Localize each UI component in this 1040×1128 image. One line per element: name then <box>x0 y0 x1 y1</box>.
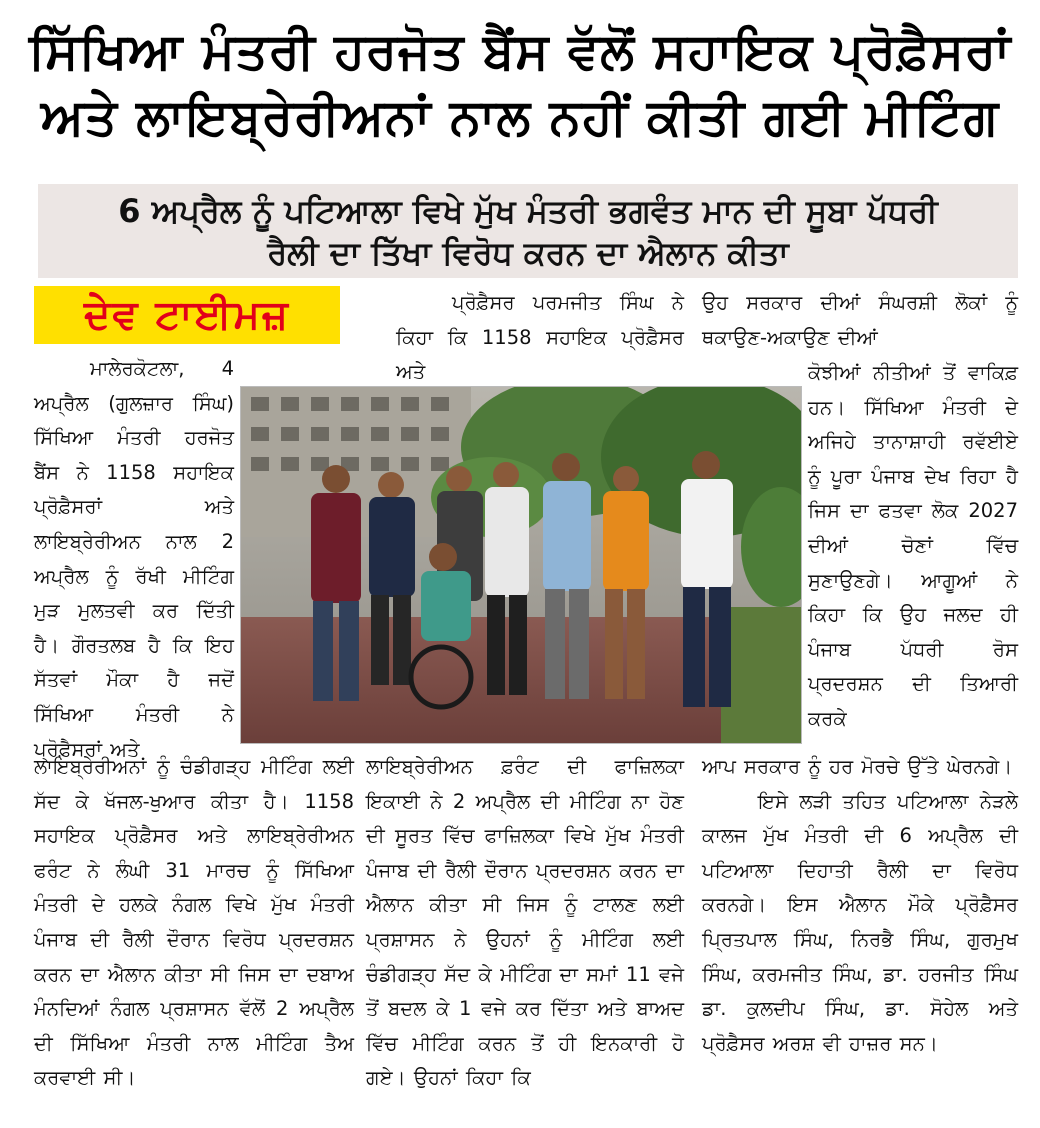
subheadline-line-2: ਰੈਲੀ ਦਾ ਤਿੱਖਾ ਵਿਰੋਧ ਕਰਨ ਦਾ ਐਲਾਨ ਕੀਤਾ <box>267 234 789 272</box>
dateline-paragraph: ਮਾਲੇਰਕੋਟਲਾ, 4 ਅਪ੍ਰੈਲ (ਗੁਲਜ਼ਾਰ ਸਿੰਘ) ਸਿੱਖਿਆ ਮੰਤਰੀ ਹਰਜੋਤ ਬੈਂਸ ਨੇ 1158 ਸਹਾਇਕ ਪ੍ਰੋਫ਼ੈਸਰਾਂ ਅਤੇ ਲਾਇਬ੍ਰੇਰੀਅਨ ਨਾਲ 2 ਅਪ੍ਰੈਲ ਨੂੰ ਰੱਖੀ ਮੀਟਿੰਗ ਮੁੜ ਮੁਲਤਵੀ ਕਰ ਦਿੱਤੀ ਹੈ। ਗੌਰਤਲਬ ਹੈ ਕਿ ਇਹ ਸੱਤਵਾਂ ਮੌਕਾ ਹੈ ਜਦੋਂ ਸਿੱਖਿਆ ਮੰਤਰੀ ਨੇ ਪ੍ਰੋਫ਼ੈਸਰਾਂ ਅਤੇ <box>34 357 234 761</box>
column-3-paragraph-2: ਇਸੇ ਲੜੀ ਤਹਿਤ ਪਟਿਆਲਾ ਨੇੜਲੇ ਕਾਲਜ ਮੁੱਖ ਮੰਤਰੀ ਦੀ 6 ਅਪ੍ਰੈਲ ਦੀ ਪਟਿਆਲਾ ਦਿਹਾਤੀ ਰੈਲੀ ਦਾ ਵਿਰੋਧ ਕਰਨਗੇ। ਇਸ ਐਲਾਨ ਮੌਕੇ ਪ੍ਰੋਫ਼ੈਸਰ ਪ੍ਰਿਤਪਾਲ ਸਿੰਘ, ਨਿਰਭੈ ਸਿੰਘ, ਗੁਰਮੁਖ ਸਿੰਘ, ਕਰਮਜੀਤ ਸਿੰਘ, ਡਾ. ਹਰਜੀਤ ਸਿੰਘ ਡਾ. ਕੁਲਦੀਪ ਸਿੰਘ, ਡਾ. ਸੋਹੇਲ ਅਤੇ ਪ੍ਰੋਫ਼ੈਸਰ ਅਰਸ਼ ਵੀ ਹਾਜ਼ਰ ਸਨ। <box>702 789 1018 1055</box>
news-photo-illustration <box>241 387 801 743</box>
newspaper-logo-text: ਦੇਵ ਟਾਈਮਜ਼ <box>83 292 291 338</box>
column-3-paragraph-1: ਆਪ ਸਰਕਾਰ ਨੂੰ ਹਰ ਮੋਰਚੇ ਉੱਤੇ ਘੇਰਨਗੇ। <box>702 755 1013 778</box>
column-1-top <box>34 352 234 767</box>
column-1-bottom <box>34 750 354 1096</box>
column-3-bottom <box>702 750 1018 1061</box>
subheadline-line-1: 6 ਅਪ੍ਰੈਲ ਨੂੰ ਪਟਿਆਲਾ ਵਿਖੇ ਮੁੱਖ ਮੰਤਰੀ ਭਗਵੰਤ ਮਾਨ ਦੀ ਸੂਬਾ ਪੱਧਰੀ <box>118 192 938 230</box>
column-3-mid <box>808 356 1018 737</box>
news-photo <box>240 386 802 744</box>
column-2-top-paragraph: ਪ੍ਰੋਫ਼ੈਸਰ ਪਰਮਜੀਤ ਸਿੰਘ ਨੇ ਕਿਹਾ ਕਿ 1158 ਸਹਾਇਕ ਪ੍ਰੋਫ਼ੈਸਰ ਅਤੇ <box>396 291 684 384</box>
column-1-paragraph: ਲਾਇਬ੍ਰੇਰੀਅਨਾਂ ਨੂੰ ਚੰਡੀਗੜ੍ਹ ਮੀਟਿੰਗ ਲਈ ਸੱਦ ਕੇ ਖੱਜਲ-ਖੁਆਰ ਕੀਤਾ ਹੈ। 1158 ਸਹਾਇਕ ਪ੍ਰੋਫ਼ੈਸਰ ਅਤੇ ਲਾਇਬ੍ਰੇਰੀਅਨ ਫਰੰਟ ਨੇ ਲੰਘੀ 31 ਮਾਰਚ ਨੂੰ ਸਿੱਖਿਆ ਮੰਤਰੀ ਦੇ ਹਲਕੇ ਨੰਗਲ ਵਿਖੇ ਮੁੱਖ ਮੰਤਰੀ ਪੰਜਾਬ ਦੀ ਰੈਲੀ ਦੌਰਾਨ ਵਿਰੋਧ ਪ੍ਰਦਰਸ਼ਨ ਕਰਨ ਦਾ ਐਲਾਨ ਕੀਤਾ ਸੀ ਜਿਸ ਦਾ ਦਬਾਅ ਮੰਨਦਿਆਂ ਨੰਗਲ ਪ੍ਰਸ਼ਾਸਨ ਵੱਲੋਂ 2 ਅਪ੍ਰੈਲ ਦੀ ਸਿੱਖਿਆ ਮੰਤਰੀ ਨਾਲ ਮੀਟਿੰਗ ਤੈਅ ਕਰਵਾਈ ਸੀ। <box>34 755 354 1090</box>
column-2-top <box>396 286 684 390</box>
column-3-top <box>702 286 1018 355</box>
newspaper-logo <box>34 286 340 344</box>
column-3-top-paragraph: ਉਹ ਸਰਕਾਰ ਦੀਆਂ ਸੰਘਰਸ਼ੀ ਲੋਕਾਂ ਨੂੰ ਥਕਾਉਣ-ਅਕਾਉਣ ਦੀਆਂ <box>702 291 1018 349</box>
column-3-mid-paragraph: ਕੋਝੀਆਂ ਨੀਤੀਆਂ ਤੋਂ ਵਾਕਿਫ਼ ਹਨ। ਸਿੱਖਿਆ ਮੰਤਰੀ ਦੇ ਅਜਿਹੇ ਤਾਨਾਸ਼ਾਹੀ ਰਵੱਈਏ ਨੂੰ ਪੂਰਾ ਪੰਜਾਬ ਦੇਖ ਰਿਹਾ ਹੈ ਜਿਸ ਦਾ ਫਤਵਾ ਲੋਕ 2027 ਦੀਆਂ ਚੋਣਾਂ ਵਿੱਚ ਸੁਣਾਉਣਗੇ। ਆਗੂਆਂ ਨੇ ਕਿਹਾ ਕਿ ਉਹ ਜਲਦ ਹੀ ਪੰਜਾਬ ਪੱਧਰੀ ਰੋਸ ਪ੍ਰਦਰਸ਼ਨ ਦੀ ਤਿਆਰੀ ਕਰਕੇ <box>808 361 1018 730</box>
subheadline <box>38 184 1018 278</box>
column-2-paragraph: ਲਾਇਬ੍ਰੇਰੀਅਨ ਫ਼ਰੰਟ ਦੀ ਫਾਜ਼ਿਲਕਾ ਇਕਾਈ ਨੇ 2 ਅਪ੍ਰੈਲ ਦੀ ਮੀਟਿੰਗ ਨਾ ਹੋਣ ਦੀ ਸੂਰਤ ਵਿੱਚ ਫਾਜ਼ਿਲਕਾ ਵਿਖੇ ਮੁੱਖ ਮੰਤਰੀ ਪੰਜਾਬ ਦੀ ਰੈਲੀ ਦੌਰਾਨ ਪ੍ਰਦਰਸ਼ਨ ਕਰਨ ਦਾ ਐਲਾਨ ਕੀਤਾ ਸੀ ਜਿਸ ਨੂੰ ਟਾਲਣ ਲਈ ਪ੍ਰਸ਼ਾਸਨ ਨੇ ਉਹਨਾਂ ਨੂੰ ਮੀਟਿੰਗ ਲਈ ਚੰਡੀਗੜ੍ਹ ਸੱਦ ਕੇ ਮੀਟਿੰਗ ਦਾ ਸਮਾਂ 11 ਵਜੇ ਤੋਂ ਬਦਲ ਕੇ 1 ਵਜੇ ਕਰ ਦਿੱਤਾ ਅਤੇ ਬਾਅਦ ਵਿੱਚ ਮੀਟਿੰਗ ਕਰਨ ਤੋਂ ਹੀ ਇਨਕਾਰੀ ਹੋ ਗਏ। ਉਹਨਾਂ ਕਿਹਾ ਕਿ <box>366 755 684 1090</box>
headline-line-1: ਸਿੱਖਿਆ ਮੰਤਰੀ ਹਰਜੋਤ ਬੈਂਸ ਵੱਲੋਂ ਸਹਾਇਕ ਪ੍ਰੋਫ਼ੈਸਰਾਂ <box>28 22 1012 80</box>
headline-line-2: ਅਤੇ ਲਾਇਬ੍ਰੇਰੀਅਨਾਂ ਨਾਲ ਨਹੀਂ ਕੀਤੀ ਗਈ ਮੀਟਿੰਗ <box>40 88 1000 146</box>
column-2-bottom <box>366 750 684 1096</box>
headline <box>20 18 1020 150</box>
